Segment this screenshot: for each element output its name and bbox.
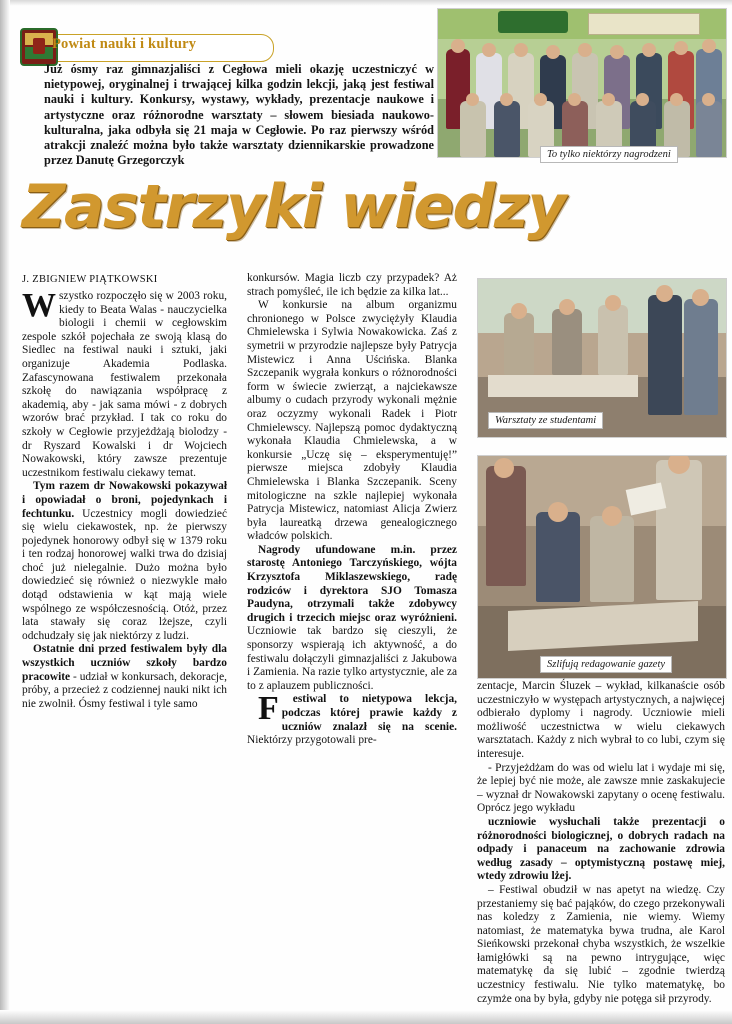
paragraph [22,643,227,711]
paragraph-lead: Ostatnie dni przed festiwalem były dla wszystkich uczniów szkoły bardzo pracowite [22,643,227,683]
paragraph [247,690,457,747]
paragraph-lead: Nagrody ufundowane m.in. przez starostę Antoniego Tarczyńskiego, wójta Krzysztofa Miklaszewskiego, radę rodziców i dyrektora SJO Tomasza Paudyna, otrzymali także zdobywcy drugich i trzecich miejsc oraz wyróżnieni. [247,543,457,624]
drop-cap: F [258,690,279,728]
scan-edge-bottom [0,1010,732,1024]
paragraph: konkursów. Magia liczb czy przypadek? Aż strach pomyśleć, ile ich będzie za kilka lat... [247,272,457,298]
article-column-2 [247,272,457,748]
photo-caption-workshop: Warsztaty ze studentami [488,412,603,429]
article-column-3 [477,680,725,1006]
scan-edge-top [0,0,732,6]
paragraph-text: Niektórzy przygotowali pre- [247,734,377,747]
lede-paragraph: Już ósmy raz gimnazjaliści z Cegłowa mieli okazję uczestniczyć w nietypowej, oryginalnej i trwającej kilka godzin lekcji, jaką jest festiwal nauki i kultury. Konkursy, wystawy, wykłady, prezentacje naukowe i artystyczne oraz różnorodne warsztaty – słowem biesiada naukowo-kulturalna, jaka odbyła się 21 maja w Cegłowie. Po raz pierwszy wśród atrakcji znaleźć można było także warsztaty dziennikarskie prowadzone przez Danutę Grzegorczyk [44,62,434,168]
paragraph: - Przyjeżdżam do was od wielu lat i wydaje mi się, że lepiej być nie może, ale zawsze mnie zaskakujecie – wyznał dr Nowakowski zapytany o ocenę festiwalu. Oprócz jego wykładu [477,761,725,815]
photo-caption-awarded: To tylko niektórzy nagrodzeni [540,146,678,163]
page-title: Zastrzyki wiedzy [22,172,566,242]
paragraph: – Festiwal obudził w nas apetyt na wiedzę. Czy przestaniemy się bać pająków, do czego przekonywali nas koledzy z Zamienia, nie wiemy. Wiemy natomiast, że matematyka bywa trudna, ale Karol Sieńkowski przekonał chyba wszystkich, że wszelkie łamigłówki są na pewno intrygujące, więc matematykę da się lubić – zgodnie twierdzą uczestnicy festiwalu. Nie tylko matematykę, bo czymże ona by była, gdyby nie potęga sił przyrody. [477,883,725,1005]
drop-cap: W [22,287,56,324]
paragraph-lead: uczniowie wysłuchali także prezentacji o różnorodności biologicznej, o dobrych radach na odpady i panaceum na zachowanie zdrowia według zasady – optymistyczną postawę miej, wtedy zdrowiu lżej. [477,815,725,883]
paragraph [22,287,227,480]
scan-edge-left [0,0,10,1024]
paragraph: W konkursie na album organizmu chronionego w Polsce zwyciężyły Klaudia Chmielewska i Sylwia Nowakowicka. Zaś z symetrii w przyrodzie najlepsze były Patrycja Mistewicz i Anna Uścińska. Blanka Szczepanik wygrała konkurs o różnorodności form w świecie zwierząt, a najciekawsze albumy o cudach przyrody wykonali mężnie oraz oczyzmy wykonali Radek i Piotr Chmielewscy. Najlepszą pomoc dydaktyczną wykonała Klaudia Chmielewska, a w konkursie „Uczę się – eksperymentuję!” pierwsze miejsca zdobyły Klaudia Chmielewska i Blanka Szczepanik. Sceny mitologiczne na szkle najlepiej wykonała Patrycja Mistewicz, natomiast Alicja Zwierz była laureatką drzewa genealogicznego władców polskich. [247,299,457,543]
paragraph: zentacje, Marcin Śluzek – wykład, kilkanaście osób uczestniczyło w występach artystycznych, a najwięcej odbierało dyplomy i nagrody. Uczniowie mieli możliwość uczestnictwa w wielu ciekawych warsztatach. Każdy z nich wybrał to co lubi, czym się interesuje. [477,680,725,760]
paragraph-text: - udział w konkursach, dekoracje, próby, a przecież z codziennej nauki nikt ich nie zwolnił. Ósmy festiwal i tyle samo [22,670,227,710]
photo-awarded-students [437,8,727,158]
paragraph-text: Uczniowie tak bardzo się cieszyli, że sponsorzy wspierają ich aktywność, a do festiwalu dołączyli gimnazjaliści z Jakubowa i Zamienia. Na razie tylko artystycznie, ale za to z aplauzem publiczności. [247,625,457,692]
paragraph-text: Uczestnicy mogli dowiedzieć się wielu ciekawostek, np. że pierwszy pojedynek honorowy odbył się w 1379 roku i ten rodzaj honorowej walki trwa do dzisiaj choć już nielegalnie. Dużo można było dowiedzieć się również o niezwykle mało dotąd odstawienia w kąt mają wiele wspólnego ze współczesnością. Otóż, przez lata stawały się coraz lżejsze, czyli odchudzały się jak niektórzy z ludzi. [22,507,227,642]
paragraph [477,816,725,884]
paragraph [22,480,227,643]
paragraph-text: szystko rozpoczęło się w 2003 roku, kiedy to Beata Walas - nauczycielka biologii i chemii w cegłowskim zespole szkół pojechała ze swoją klasą do Siedlec na festiwal nauki i sztuki, jaki organizuje Akademia Podlaska. Zafascynowana festiwalem przekonała szkołę do nawiązania współpracę z akademią, aby - jak sama mówi - z dobrych wzorów brać przykład. I tak co roku do szkoły w Cegłowie przyjeżdżają biolodzy - dr Ryszard Kowalski i dr Wojciech Nowakowski, który zawsze prezentuje uczestnikom festiwalu ciekawy temat. [22,290,227,479]
paragraph-lead: estiwal to nietypowa lekcja, podczas której prawie każdy z uczniów znalazł się na scenie. [281,693,457,733]
paragraph-lead: Tym razem dr Nowakowski pokazywał i opowiadał o broni, pojedynkach i fechtunku. [22,480,227,520]
article-column-1 [22,287,227,711]
byline: J. ZBIGNIEW PIĄTKOWSKI [22,274,158,285]
photo-newspaper-editing [477,455,727,679]
photo-caption-editing: Szlifują redagowanie gazety [540,656,672,673]
paragraph [247,544,457,694]
kicker-label: Powiat nauki i kultury [52,36,197,52]
